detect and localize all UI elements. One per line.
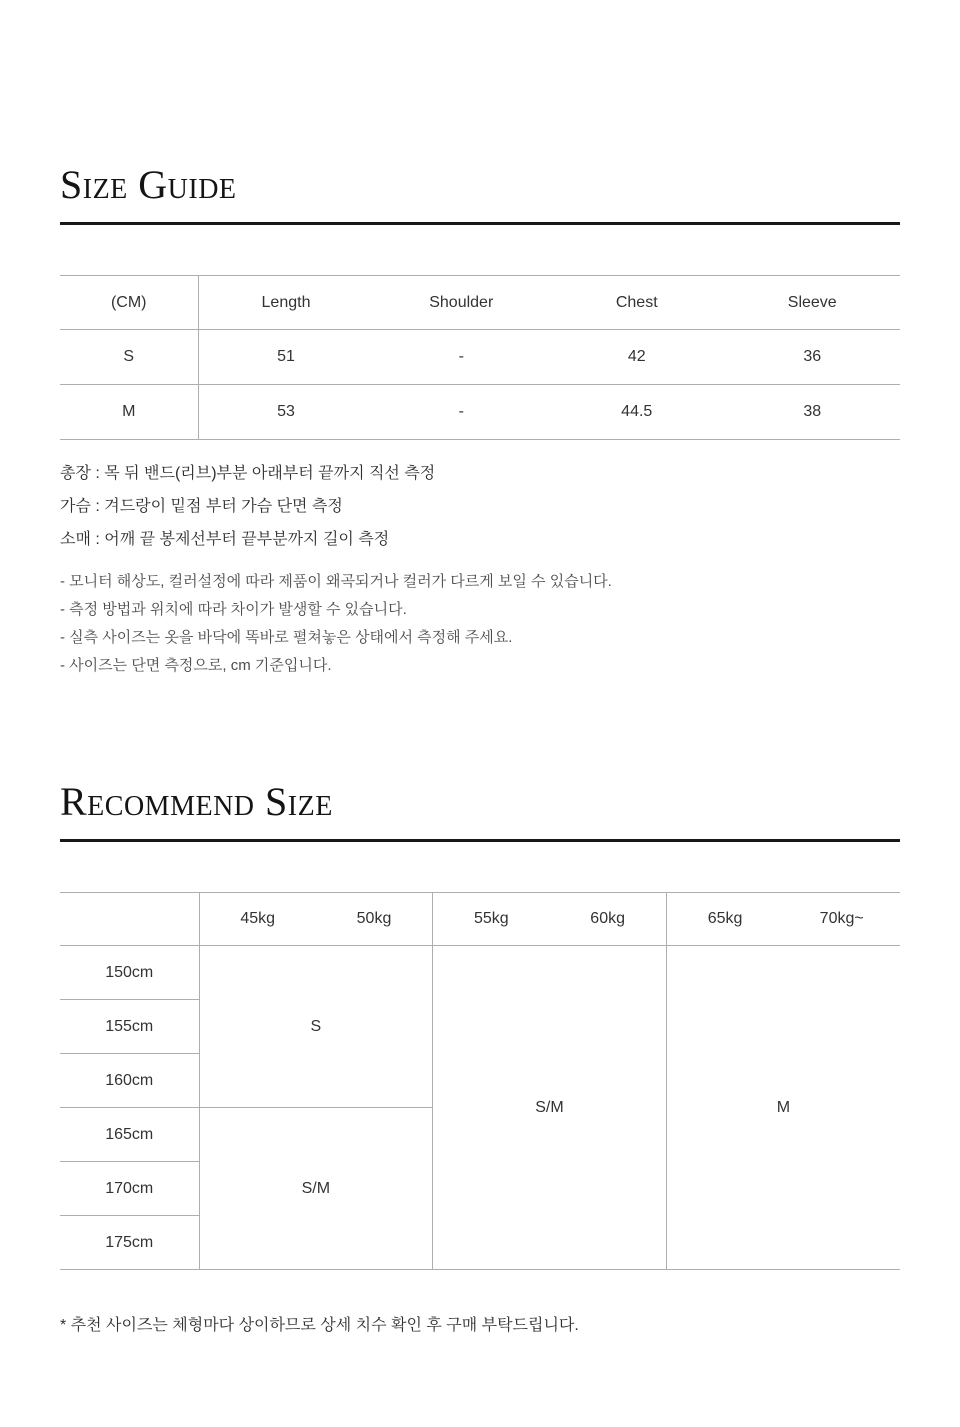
measurement-cell: 42 [549, 330, 725, 385]
column-header-shoulder: Shoulder [374, 276, 550, 330]
weight-label: 60kg [590, 910, 625, 927]
weight-label: 55kg [473, 910, 509, 927]
recommendation-cell-light-short: S [199, 946, 433, 1108]
recommend-corner-cell [60, 893, 199, 946]
measurement-cell: 51 [198, 330, 374, 385]
height-label-150: 150cm [60, 946, 199, 1000]
weight-label: 45kg [240, 910, 276, 927]
size-row-label-m: M [60, 385, 198, 440]
measurement-cell: - [374, 330, 550, 385]
column-header-chest: Chest [549, 276, 725, 330]
measurement-cell: 44.5 [621, 403, 653, 420]
measure-note-sleeve: 소매 : 어깨 끝 봉제선부터 끝부분까지 길이 측정 [60, 531, 390, 548]
weight-label: 70kg~ [819, 910, 864, 927]
height-label-155: 155cm [60, 1000, 199, 1054]
weight-group-header-1 [199, 893, 433, 946]
recommendation-cell-heavy: M [776, 1098, 791, 1116]
recommend-size-heading: Recommend Size [60, 779, 333, 824]
caution-note: - 측정 방법과 위치에 따라 차이가 발생할 수 있습니다. [60, 601, 407, 618]
recommend-footnote: * 추천 사이즈는 체형마다 상이하므로 상세 치수 확인 후 구매 부탁드립니다. [60, 1317, 579, 1334]
weight-group-header-2 [433, 893, 667, 946]
size-guide-title-rule [60, 222, 900, 225]
size-guide-page [60, 0, 900, 1427]
height-label-160: 160cm [60, 1054, 199, 1108]
height-label-170: 170cm [60, 1162, 199, 1216]
caution-note: - 모니터 해상도, 컬러설정에 따라 제품이 왜곡되거나 컬러가 다르게 보일 수 있습니다. [60, 573, 612, 590]
size-table-header-row [60, 276, 900, 330]
caution-notes [60, 568, 900, 680]
weight-label: 50kg [356, 910, 392, 927]
measurement-cell: 53 [277, 403, 295, 420]
measurement-cell: 36 [725, 330, 901, 385]
table-row [60, 385, 900, 440]
size-table-unit-header: (CM) [60, 276, 198, 330]
recommendation-cell-mid: S/M [433, 946, 667, 1270]
recommendation-cell-light-tall: S/M [199, 1108, 433, 1270]
measurement-notes [60, 457, 900, 556]
column-header-sleeve: Sleeve [725, 276, 901, 330]
size-measurement-table [60, 275, 900, 440]
weight-label: 65kg [707, 910, 743, 927]
caution-note: - 사이즈는 단면 측정으로, cm 기준입니다. [60, 657, 332, 674]
recommend-size-table [60, 892, 900, 1270]
column-header-length: Length [198, 276, 374, 330]
size-row-label-s: S [60, 330, 198, 385]
table-row [60, 330, 900, 385]
measure-note-length: 총장 : 목 뒤 밴드(리브)부분 아래부터 끝까지 직선 측정 [60, 465, 436, 482]
recommend-header-row [60, 893, 900, 946]
measurement-cell: 38 [803, 403, 822, 420]
weight-group-header-3 [666, 893, 900, 946]
recommend-title-rule [60, 839, 900, 842]
size-guide-heading: Size Guide [60, 162, 237, 207]
caution-note: - 실측 사이즈는 옷을 바닥에 똑바로 펼쳐놓은 상태에서 측정해 주세요. [60, 629, 513, 646]
height-label-175: 175cm [60, 1216, 199, 1270]
height-label-165: 165cm [60, 1108, 199, 1162]
table-row [60, 946, 900, 1000]
measurement-cell: - [458, 403, 464, 420]
measure-note-chest: 가슴 : 겨드랑이 밑점 부터 가슴 단면 측정 [60, 498, 343, 515]
